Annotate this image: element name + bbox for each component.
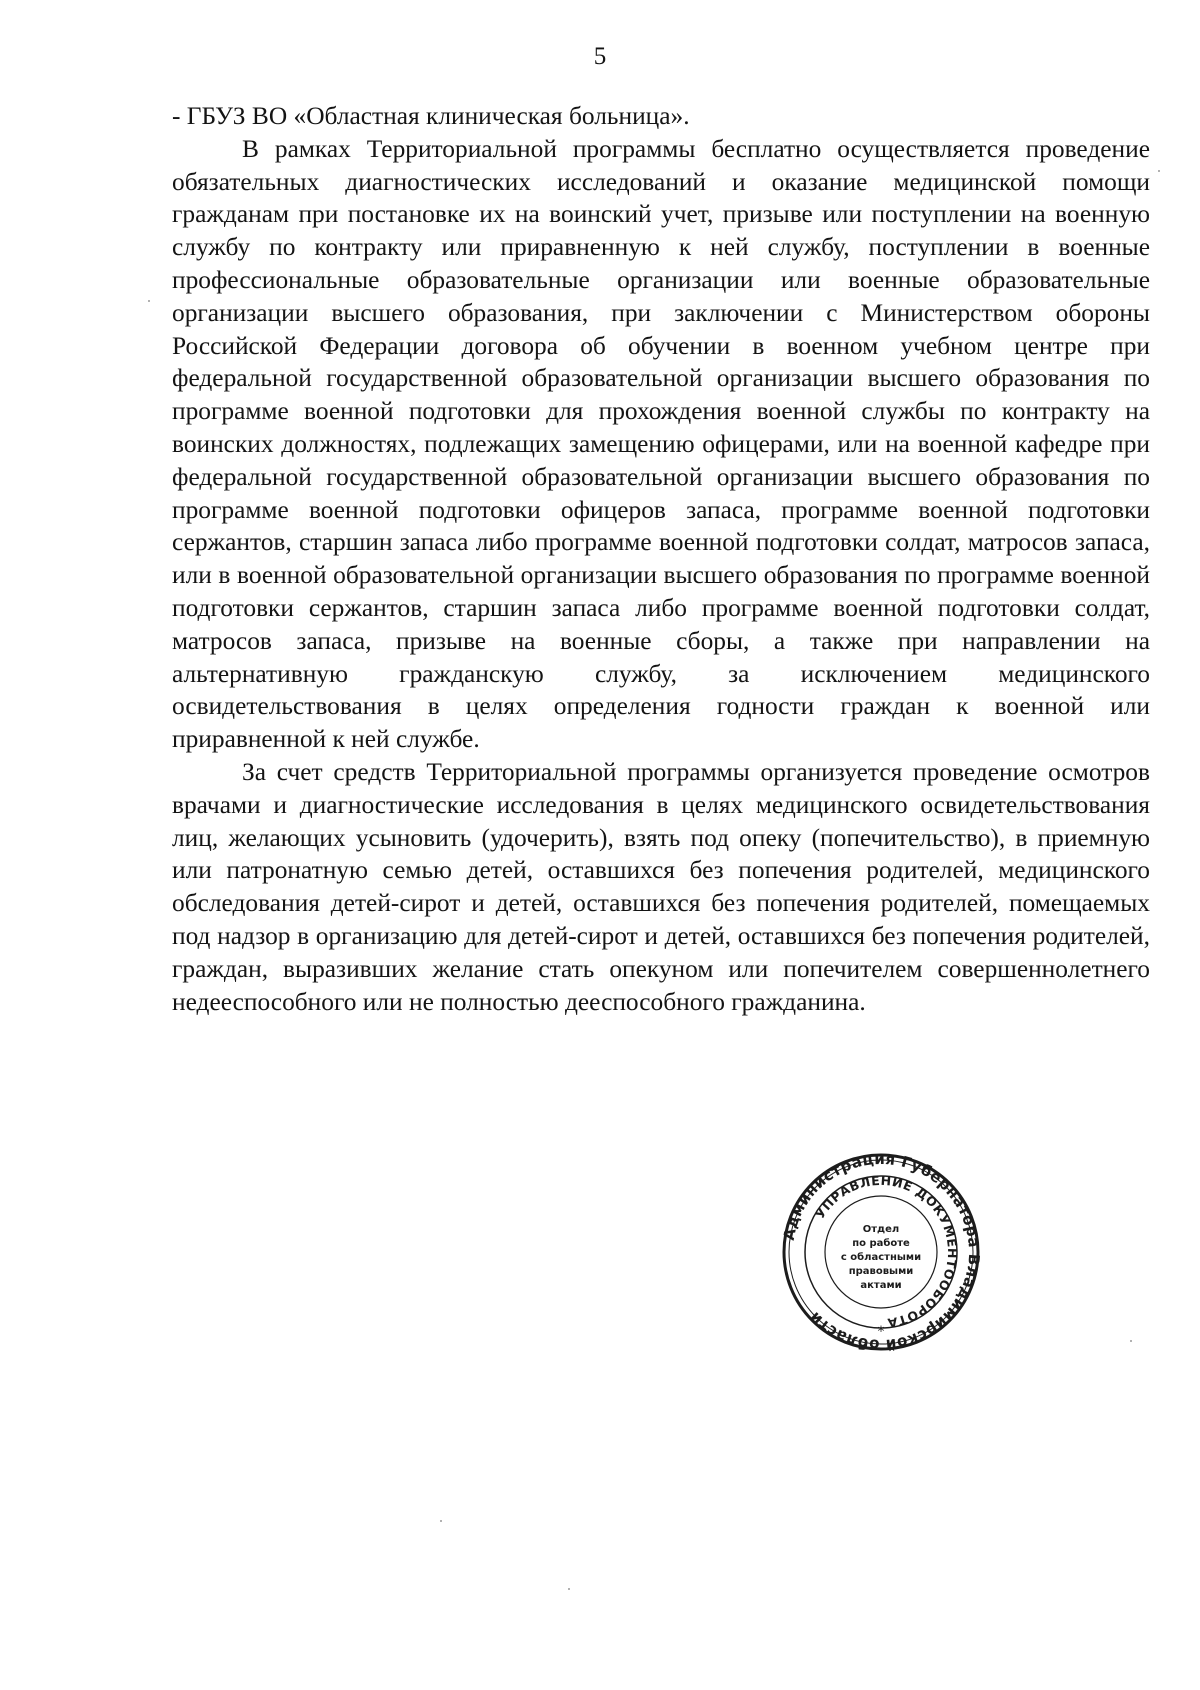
stamp-center-line: правовыми <box>848 1266 914 1277</box>
stamp-center-line: по работе <box>852 1238 910 1249</box>
stamp-star: * <box>877 1324 885 1340</box>
official-stamp <box>781 1152 981 1352</box>
stamp-outer-ring-text: Администрация Губернатор ладимирской области <box>781 1152 981 1352</box>
stamp-inner-ring-text: УПРАВЛЕНИЕ ДОКУМЕНТООБОРОТА <box>812 1172 961 1331</box>
paragraph-military-medical-examination: В рамках Территориальной программы бесплатно осуществляется проведение обязательных диагностических исследований и оказание медицинской помощи гражданам при постановке их на воинский учет, призыве или поступлении на военную службу по контракту или приравненную к ней службу, поступлении в военные профессиональные образовательные организации или военные образовательные организации высшего образования, при заключении с Министерством обороны Российской Федерации договора об обучении в военном учебном центре при федеральной государственной образовательной организации высшего образования по программе военной подготовки для прохождения военной службы по контракту на воинских должностях, подлежащих замещению офицерами, или на военной кафедре при федеральной государственной образовательной организации высшего образования по программе военной подготовки офицеров запаса, программе военной подготовки сержантов, старшин запаса либо программе военной подготовки солдат, матросов запаса, или в военной образовательной организации высшего образования по программе военной подготовки сержантов, старшин запаса либо программе военной подготовки солдат, матросов запаса, призыве на военные сборы, а также при направлении на альтернативную гражданскую службу, за исключением медицинского освидетельствования в целях определения годности граждан к военной или приравненной к ней службе. <box>172 134 1150 754</box>
stamp-center-line: актами <box>860 1280 902 1291</box>
paragraph-guardianship-examination: За счет средств Территориальной программы организуется проведение осмотров врачами и диагностические исследования в целях медицинского освидетельствования лиц, желающих усыновить (удочерить), взять под опеку (попечительство), в приемную или патронатную семью детей, оставшихся без попечения родителей, медицинского обследования детей-сирот и детей, оставшихся без попечения родителей, помещаемых под надзор в организацию для детей-сирот и детей, оставшихся без попечения родителей, граждан, выразивших желание стать опекуном или попечителем совершеннолетнего недееспособного или не полностью дееспособного гражданина. <box>172 757 1150 1016</box>
document-body <box>172 100 1150 1018</box>
scan-speck <box>148 300 150 302</box>
scan-speck <box>1130 1340 1132 1342</box>
scan-speck <box>440 1520 442 1522</box>
stamp-center-line: Отдел <box>862 1224 900 1235</box>
stamp-center-line: с областными <box>840 1252 922 1263</box>
page-number: 5 <box>593 43 607 70</box>
scan-speck <box>1158 170 1160 172</box>
scan-speck <box>568 1588 570 1590</box>
institution-list-item: - ГБУЗ ВО «Областная клиническая больница». <box>172 102 690 130</box>
